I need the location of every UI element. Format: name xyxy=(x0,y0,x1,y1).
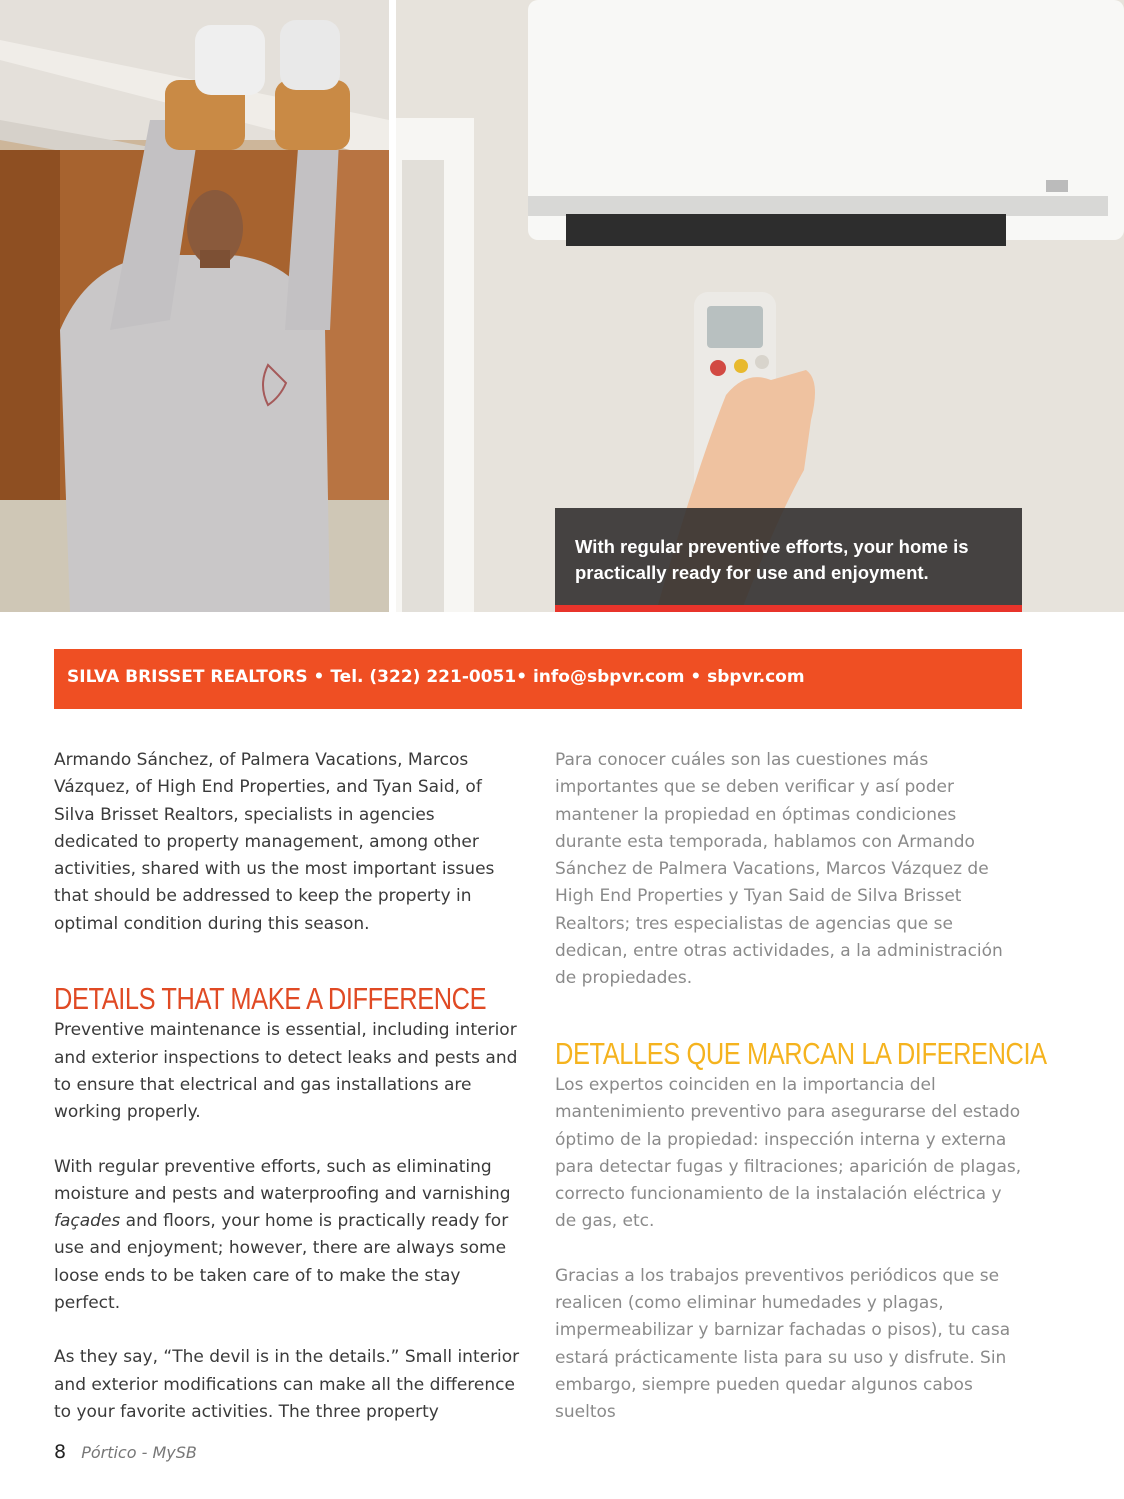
english-paragraph-2 xyxy=(54,1154,524,1318)
page-number: 8 xyxy=(54,1441,67,1463)
page-footer xyxy=(54,1441,197,1463)
photo-caption: With regular preventive efforts, your home is practically ready for use and enjoyment. xyxy=(575,536,969,583)
spanish-paragraph-1: Los expertos coinciden en la importancia del mantenimiento preventivo para asegurarse del estado óptimo de la propiedad: inspección interna y externa para detectar fugas y filtraciones; aparición de plagas, correcto funcionamiento de la instalación eléctrica y de gas, etc. xyxy=(555,1074,1022,1232)
spanish-column xyxy=(555,747,1047,1427)
photo-technician xyxy=(0,0,389,612)
spanish-intro: Para conocer cuáles son las cuestiones más importantes que se deben verificar y así poder mantener la propiedad en óptimas condiciones durante esta temporada, hablamos con Armando Sánchez de Palmera Vacations, Marcos Vázquez de High End Properties y Tyan Said de Silva Brisset Realtors; tres especialistas de agencias que se dedican, entre otras actividades, a la administración de propiedades. xyxy=(555,750,1003,989)
contact-banner xyxy=(54,649,1022,709)
contact-info: SILVA BRISSET REALTORS • Tel. (322) 221-0051• info@sbpvr.com • sbpvr.com xyxy=(67,667,805,687)
spanish-paragraph-2: Gracias a los trabajos preventivos periódicos que se realicen (como eliminar humedades y plagas, impermeabilizar y barnizar fachadas o pisos), tu casa estará prácticamente lista para su uso y disfrute. Sin embargo, siempre pueden quedar algunos cabos sueltos xyxy=(555,1265,1011,1423)
english-p2-text-end: and floors, your home is practically ready for use and enjoyment; however, there are always some loose ends to be taken care of to make the stay perfect. xyxy=(54,1211,509,1314)
english-heading: DETAILS THAT MAKE A DIFFERENCE xyxy=(54,981,487,1017)
technician-illustration xyxy=(0,0,389,612)
photo-caption-box xyxy=(555,508,1022,612)
english-paragraph-3: As they say, “The devil is in the details.” Small interior and exterior modifications can make all the difference to your favorite activities. The three property xyxy=(54,1347,520,1422)
english-p2-text: With regular preventive efforts, such as eliminating moisture and pests and waterproofing and varnishing xyxy=(54,1156,511,1204)
english-p2-italic: façades xyxy=(54,1211,121,1232)
caption-accent-bar xyxy=(555,605,1022,612)
english-intro: Armando Sánchez, of Palmera Vacations, Marcos Vázquez, of High End Properties, and Tyan Said, of Silva Brisset Realtors, specialists in agencies dedicated to property management, among other activities, shared with us the most important issues that should be addressed to keep the property in optimal condition during this season. xyxy=(54,750,495,934)
publication-name: Pórtico - MySB xyxy=(81,1443,197,1462)
english-paragraph-1: Preventive maintenance is essential, including interior and exterior inspections to detect leaks and pests and to ensure that electrical and gas installations are working properly. xyxy=(54,1020,518,1123)
english-column xyxy=(54,747,524,1426)
spanish-heading: DETALLES QUE MARCAN LA DIFERENCIA xyxy=(555,1035,1047,1071)
